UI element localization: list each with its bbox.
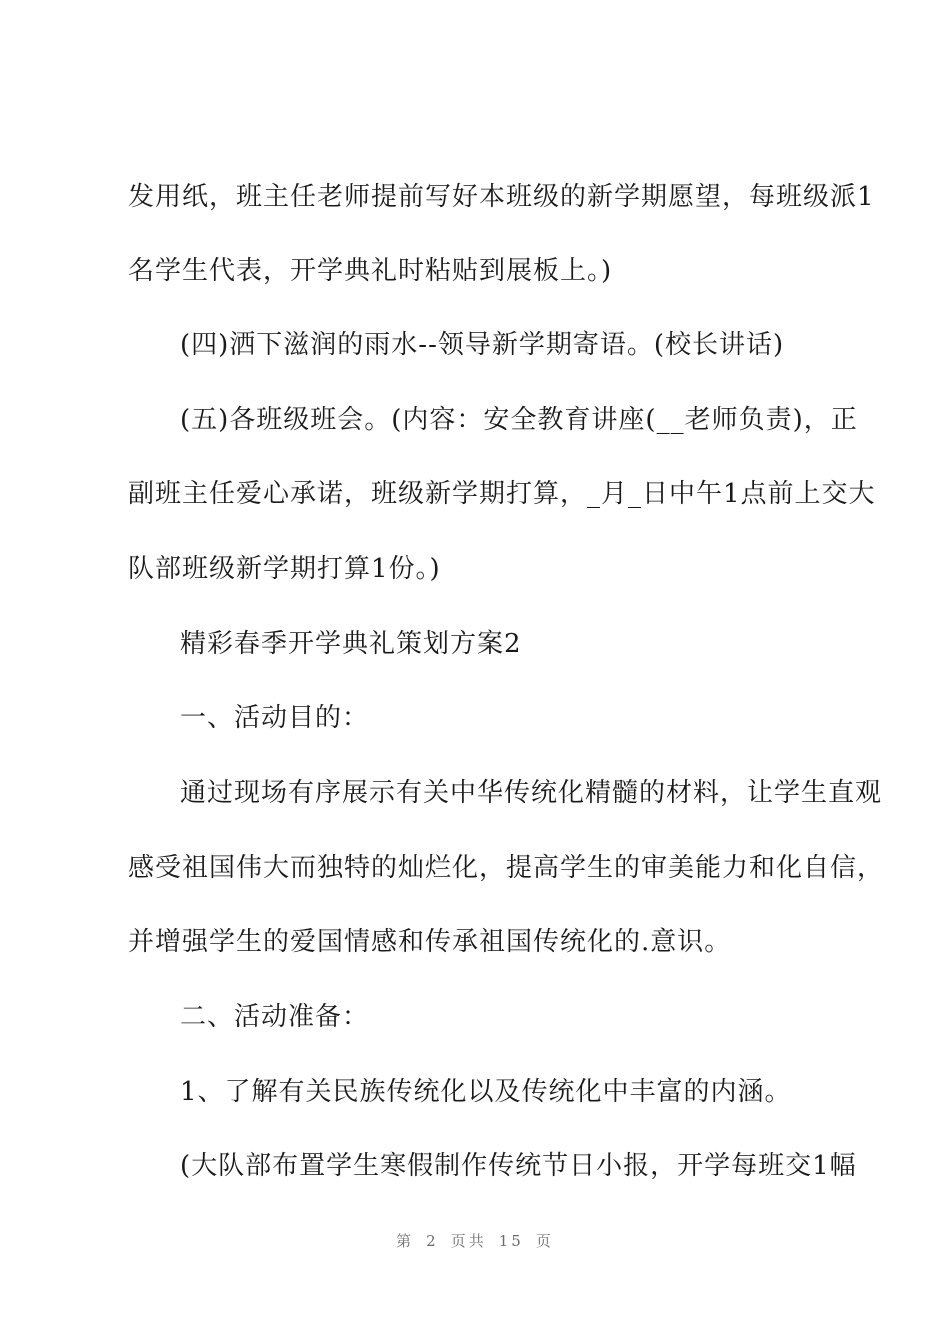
paragraph-line: 通过现场有序展示有关中华传统化精髓的材料，让学生直观 <box>180 778 883 808</box>
paragraph-line: 队部班级新学期打算1份。) <box>128 554 441 584</box>
paragraph-line: 1、了解有关民族传统化以及传统化中丰富的内涵。 <box>180 1077 792 1107</box>
footer-page-number: 2 <box>426 1232 439 1250</box>
footer-total-pages: 15 <box>498 1232 524 1250</box>
section-heading: 一、活动目的： <box>180 703 370 733</box>
footer-mid: 页共 <box>450 1232 487 1250</box>
footer-prefix: 第 <box>396 1232 415 1250</box>
paragraph-line: (五)各班级班会。(内容：安全教育讲座(__老师负责)，正 <box>180 405 858 435</box>
paragraph-line: (大队部布置学生寒假制作传统节日小报，开学每班交1幅 <box>180 1151 857 1181</box>
paragraph-line: 并增强学生的爱国情感和传承祖国传统化的.意识。 <box>128 927 732 957</box>
footer-suffix: 页 <box>535 1232 554 1250</box>
section-title: 精彩春季开学典礼策划方案2 <box>180 629 522 659</box>
paragraph-line: 名学生代表，开学典礼时粘贴到展板上。) <box>128 256 613 286</box>
paragraph-line: 发用纸，班主任老师提前写好本班级的新学期愿望，每班级派1 <box>128 182 875 212</box>
section-heading: 二、活动准备： <box>180 1002 370 1032</box>
paragraph-line: (四)洒下滋润的雨水--领导新学期寄语。(校长讲话) <box>180 330 785 360</box>
page-footer <box>0 1230 950 1251</box>
paragraph-line: 副班主任爱心承诺，班级新学期打算，_月_日中午1点前上交大 <box>128 479 876 509</box>
paragraph-line: 感受祖国伟大而独特的灿烂化，提高学生的审美能力和化自信， <box>128 853 885 883</box>
